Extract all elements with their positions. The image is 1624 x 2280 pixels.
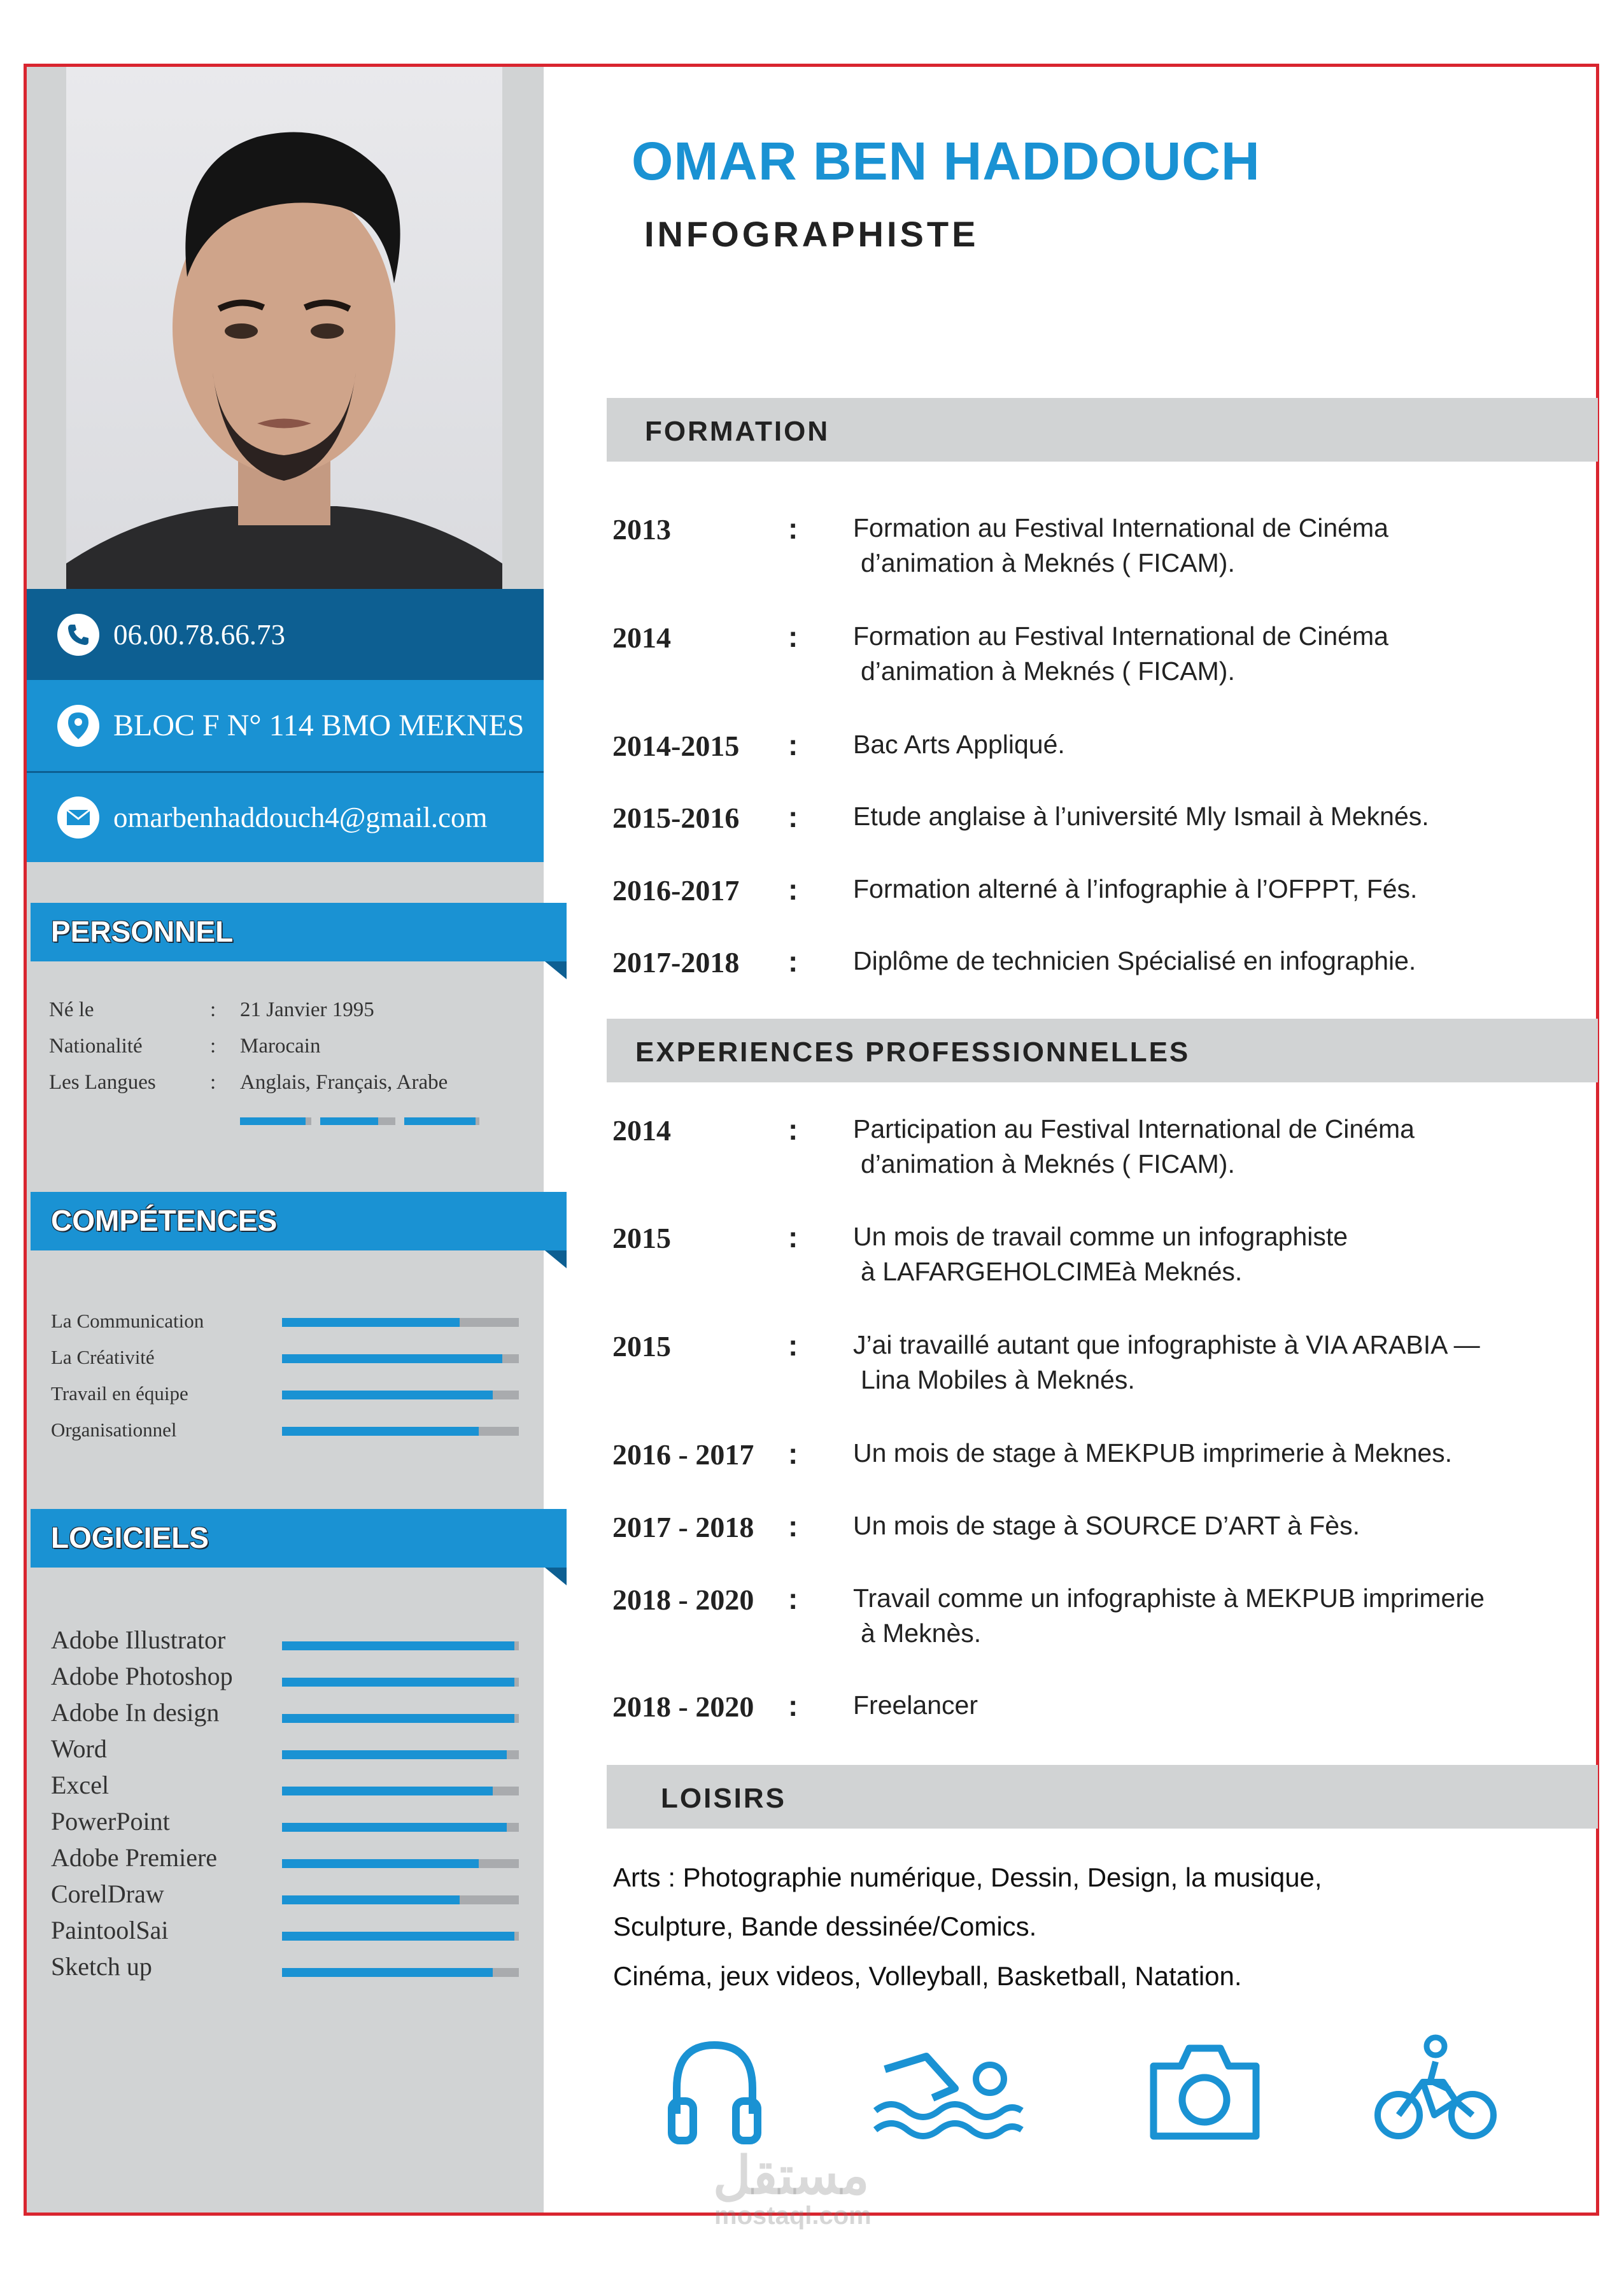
software-label: Excel (51, 1771, 109, 1799)
language-level-fill (404, 1117, 476, 1125)
software-label: Adobe Premiere (51, 1843, 218, 1872)
personnel-label: Nationalité (49, 1035, 143, 1058)
timeline-description: Un mois de travail comme un infographiste (853, 1222, 1348, 1251)
software-bar-fill (282, 1641, 514, 1650)
software-bar (282, 1678, 519, 1687)
software-bar (282, 1823, 519, 1832)
competence-bar-fill (282, 1354, 502, 1363)
cycling-icon (1372, 2031, 1499, 2142)
timeline-colon: : (788, 800, 798, 833)
competence-label: La Créativité (51, 1346, 155, 1368)
timeline-description: Bac Arts Appliqué. (853, 730, 1065, 759)
software-bar-fill (282, 1678, 514, 1687)
personnel-value: 21 Janvier 1995 (240, 998, 374, 1021)
timeline-year: 2013 (612, 513, 671, 546)
address-contact (27, 680, 544, 771)
job-title: INFOGRAPHISTE (644, 214, 979, 254)
software-bar-fill (282, 1895, 460, 1904)
language-level-fill (240, 1117, 306, 1125)
timeline-description: Un mois de stage à SOURCE D’ART à Fès. (853, 1511, 1360, 1540)
software-bar-fill (282, 1750, 507, 1759)
software-bar (282, 1641, 519, 1650)
software-bar (282, 1895, 519, 1904)
loisirs-header (607, 1765, 1598, 1829)
phone-contact[interactable] (27, 589, 544, 680)
timeline-description-cont: à Meknès. (861, 1618, 982, 1648)
language-level-bar (320, 1117, 395, 1125)
software-bar-fill (282, 1714, 514, 1723)
software-bar-fill (282, 1823, 507, 1832)
timeline-description: Etude anglaise à l’université Mly Ismail à Meknés. (853, 802, 1429, 831)
email-contact[interactable] (27, 771, 544, 862)
software-bar (282, 1714, 519, 1723)
experiences-heading: EXPERIENCES PROFESSIONNELLES (635, 1037, 1190, 1068)
competence-bar-fill (282, 1391, 493, 1399)
software-bar (282, 1932, 519, 1941)
competence-bar-fill (282, 1427, 479, 1436)
software-label: PowerPoint (51, 1807, 170, 1836)
competence-label: Organisationnel (51, 1419, 177, 1441)
watermark-latin: mostaql.com (714, 2202, 872, 2230)
personnel-label: Les Langues (49, 1071, 156, 1094)
timeline-description: J’ai travaillé autant que infographiste à VIA ARABIA — (853, 1330, 1480, 1359)
competences-heading: COMPÉTENCES (51, 1204, 278, 1237)
personnel-label: Né le (49, 998, 94, 1021)
timeline-colon: : (788, 1329, 798, 1362)
competence-bar (282, 1318, 519, 1327)
timeline-year: 2017-2018 (612, 946, 740, 979)
timeline-colon: : (788, 1510, 798, 1543)
personnel-heading: PERSONNEL (51, 915, 234, 948)
timeline-colon: : (788, 1113, 798, 1146)
language-level-fill (320, 1117, 378, 1125)
timeline-description: Participation au Festival International de Cinéma (853, 1114, 1415, 1144)
timeline-description: Formation au Festival International de Cinéma (853, 621, 1388, 651)
loisirs-heading: LOISIRS (661, 1783, 787, 1814)
timeline-year: 2014-2015 (612, 730, 740, 762)
timeline-description: Formation alterné à l’infographie à l’OFPPT, Fés. (853, 874, 1418, 903)
software-label: CorelDraw (51, 1880, 164, 1908)
timeline-description: Travail comme un infographiste à MEKPUB imprimerie (853, 1583, 1485, 1613)
timeline-year: 2015-2016 (612, 802, 740, 834)
timeline-colon: : (788, 873, 798, 906)
personnel-sep: : (210, 1035, 216, 1058)
timeline-description-cont: d’animation à Meknés ( FICAM). (861, 1149, 1235, 1179)
software-bar (282, 1859, 519, 1868)
camera-icon (1146, 2041, 1264, 2142)
timeline-colon: : (788, 1437, 798, 1470)
timeline-description: Un mois de stage à MEKPUB imprimerie à Meknes. (853, 1438, 1453, 1468)
timeline-year: 2014 (612, 1114, 671, 1147)
personnel-value: Anglais, Français, Arabe (240, 1071, 448, 1094)
personnel-sep: : (210, 998, 216, 1021)
software-label: Adobe Illustrator (51, 1625, 226, 1654)
swimming-icon (872, 2044, 1025, 2139)
timeline-year: 2018 - 2020 (612, 1690, 754, 1723)
loisirs-line-3: Cinéma, jeux videos, Volleyball, Basketball, Natation. (613, 1961, 1242, 1991)
headphones-icon (665, 2037, 764, 2146)
language-level-bar (240, 1117, 311, 1125)
phone-number[interactable]: 06.00.78.66.73 (113, 618, 285, 651)
full-name: OMAR BEN HADDOUCH (632, 131, 1260, 191)
software-bar-fill (282, 1859, 479, 1868)
software-label: Adobe Photoshop (51, 1662, 233, 1690)
personnel-value: Marocain (240, 1035, 321, 1058)
software-label: Adobe In design (51, 1698, 220, 1727)
timeline-year: 2016 - 2017 (612, 1438, 754, 1471)
timeline-year: 2017 - 2018 (612, 1511, 754, 1543)
timeline-description: Formation au Festival International de Cinéma (853, 513, 1388, 542)
competence-bar-fill (282, 1318, 460, 1327)
formation-header (607, 398, 1598, 462)
competence-bar (282, 1354, 519, 1363)
loisirs-line-2: Sculpture, Bande dessinée/Comics. (613, 1911, 1037, 1941)
competence-label: La Communication (51, 1310, 204, 1332)
timeline-year: 2018 - 2020 (612, 1583, 754, 1616)
timeline-colon: : (788, 945, 798, 978)
timeline-colon: : (788, 620, 798, 653)
phone-icon (57, 614, 99, 656)
software-bar-fill (282, 1787, 493, 1795)
competence-bar (282, 1391, 519, 1399)
competence-label: Travail en équipe (51, 1382, 188, 1405)
timeline-year: 2014 (612, 621, 671, 654)
logiciels-heading: LOGICIELS (51, 1521, 209, 1554)
software-bar (282, 1787, 519, 1795)
software-bar-fill (282, 1968, 493, 1977)
timeline-colon: : (788, 1582, 798, 1615)
loisirs-line-1: Arts : Photographie numérique, Dessin, Design, la musique, (613, 1862, 1322, 1892)
competence-bar (282, 1427, 519, 1436)
software-bar-fill (282, 1932, 514, 1941)
personnel-sep: : (210, 1071, 216, 1094)
software-label: Sketch up (51, 1952, 152, 1981)
profile-photo (66, 67, 502, 589)
timeline-description-cont: d’animation à Meknés ( FICAM). (861, 548, 1235, 577)
software-bar (282, 1750, 519, 1759)
timeline-year: 2015 (612, 1222, 671, 1254)
software-bar (282, 1968, 519, 1977)
address-text: BLOC F N° 114 BMO MEKNES (113, 709, 525, 742)
timeline-colon: : (788, 1221, 798, 1254)
language-level-bar (404, 1117, 479, 1125)
timeline-description: Freelancer (853, 1690, 978, 1720)
email-icon (57, 797, 99, 839)
timeline-colon: : (788, 728, 798, 761)
location-pin-icon (57, 705, 99, 747)
software-label: PaintoolSai (51, 1916, 169, 1944)
formation-heading: FORMATION (645, 416, 830, 447)
watermark-arabic: مستقل (713, 2147, 870, 2205)
personnel-banner (31, 903, 567, 961)
timeline-description-cont: à LAFARGEHOLCIMEà Meknés. (861, 1257, 1243, 1286)
timeline-description: Diplôme de technicien Spécialisé en infographie. (853, 946, 1416, 975)
timeline-colon: : (788, 512, 798, 545)
timeline-year: 2016-2017 (612, 874, 740, 907)
competences-banner (31, 1192, 567, 1250)
timeline-description-cont: Lina Mobiles à Meknés. (861, 1365, 1135, 1394)
timeline-description-cont: d’animation à Meknés ( FICAM). (861, 656, 1235, 686)
timeline-colon: : (788, 1689, 798, 1722)
experiences-header (607, 1019, 1598, 1082)
email-address[interactable]: omarbenhaddouch4@gmail.com (113, 802, 488, 833)
software-label: Word (51, 1734, 107, 1763)
timeline-year: 2015 (612, 1330, 671, 1363)
logiciels-banner (31, 1509, 567, 1568)
